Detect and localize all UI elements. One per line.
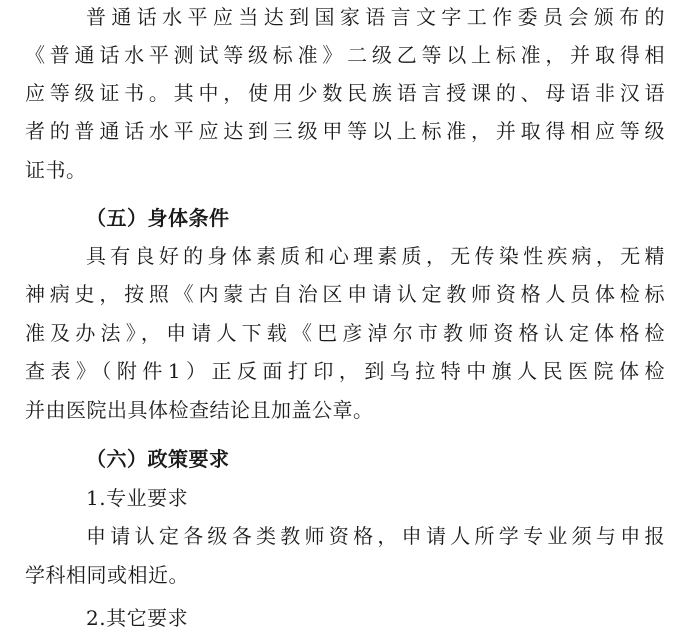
paragraph-line: 神病史，按照《内蒙古自治区申请认定教师资格人员体检标 (25, 282, 665, 306)
paragraph-line: 普通话水平应当达到国家语言文字工作委员会颁布的 (86, 5, 665, 29)
item-title: 1.专业要求 (86, 486, 189, 510)
paragraph-line: 《普通话水平测试等级标准》二级乙等以上标准，并取得相 (25, 43, 665, 67)
section-heading: （六）政策要求 (86, 447, 230, 471)
paragraph-line: 者的普通话水平应达到三级甲等以上标准，并取得相应等级 (25, 119, 665, 143)
item-title: 2.其它要求 (86, 606, 189, 630)
paragraph-line: 学科相同或相近。 (25, 563, 189, 587)
paragraph-line: 准及办法》，申请人下载《巴彦淖尔市教师资格认定体格检 (25, 321, 665, 345)
section-heading: （五）身体条件 (86, 206, 230, 230)
paragraph-line: 具有良好的身体素质和心理素质，无传染性疾病，无精 (86, 244, 665, 268)
paragraph-line: 并由医院出具体检查结论且加盖公章。 (25, 398, 374, 422)
paragraph-line: 申请认定各级各类教师资格，申请人所学专业须与申报 (86, 524, 665, 548)
paragraph-line: 查表》（附件1）正反面打印，到乌拉特中旗人民医院体检 (25, 359, 665, 383)
paragraph-line: 证书。 (25, 158, 87, 182)
paragraph-line: 应等级证书。其中，使用少数民族语言授课的、母语非汉语 (25, 81, 665, 105)
